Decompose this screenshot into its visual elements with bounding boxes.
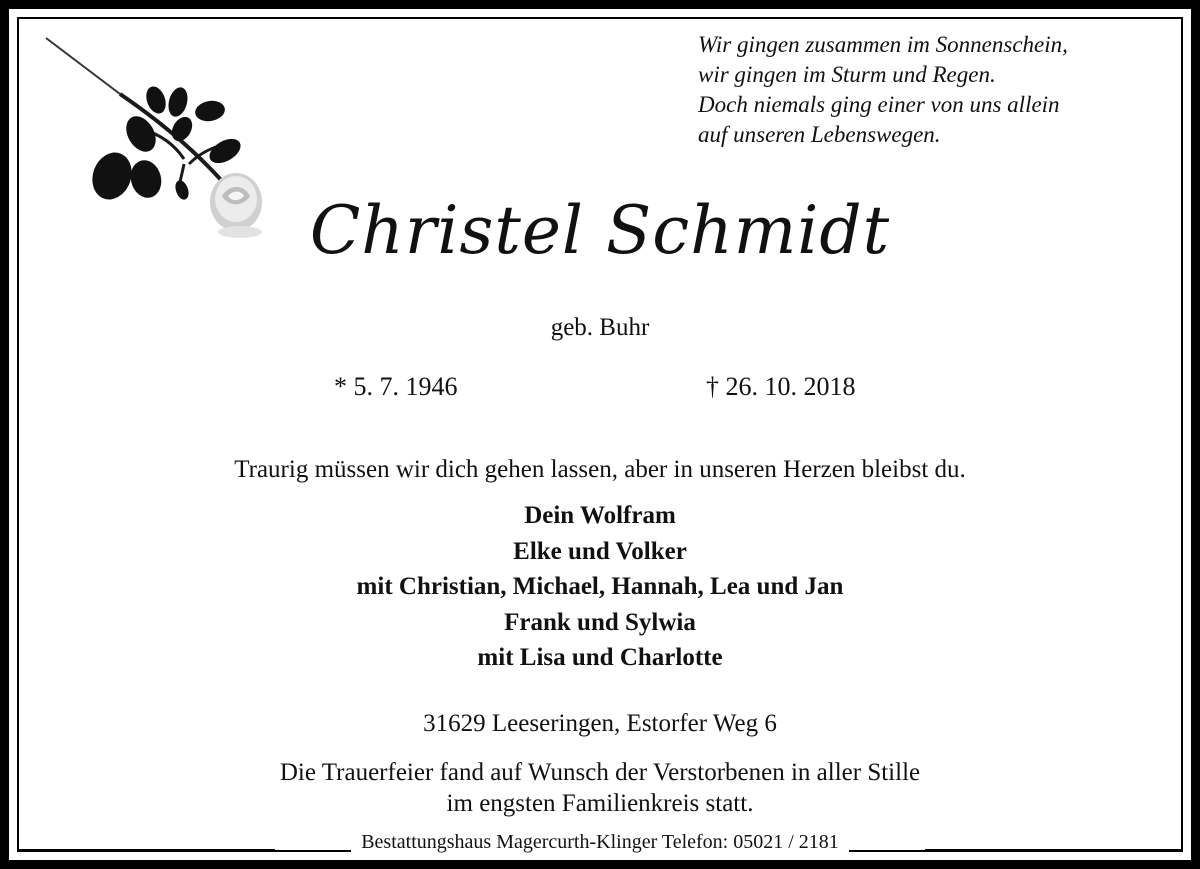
poem <box>698 30 1168 150</box>
mourning-quote: Traurig müssen wir dich gehen lassen, aber in unseren Herzen bleibst du. <box>234 456 966 483</box>
poem-line: auf unseren Lebenswegen. <box>698 122 941 147</box>
footer-text: Bestattungshaus Magercurth-Klinger Telefon: 05021 / 2181 <box>351 831 849 853</box>
poem-line: Wir gingen zusammen im Sonnenschein, <box>698 32 1068 57</box>
service-line: im engsten Familienkreis statt. <box>446 790 754 817</box>
address: 31629 Leeseringen, Estorfer Weg 6 <box>423 710 777 737</box>
funeral-home-footer <box>0 831 1200 854</box>
family-line: Dein Wolfram <box>524 502 676 529</box>
family-line: Elke und Volker <box>513 537 687 565</box>
death-date: † 26. 10. 2018 <box>706 372 856 401</box>
family-line: Frank und Sylwia <box>504 608 696 636</box>
maiden-name: geb. Buhr <box>550 314 650 341</box>
service-line: Die Trauerfeier fand auf Wunsch der Verstorbenen in aller Stille <box>279 759 921 786</box>
deceased-name: Christel Schmidt <box>309 192 891 269</box>
birth-date: * 5. 7. 1946 <box>334 372 458 401</box>
poem-line: Doch niemals ging einer von uns allein <box>698 92 1060 117</box>
family-line: mit Christian, Michael, Hannah, Lea und Jan <box>356 573 844 600</box>
poem-line: wir gingen im Sturm und Regen. <box>698 62 996 87</box>
family-list <box>0 498 1200 676</box>
service-notice <box>0 757 1200 819</box>
family-line: mit Lisa und Charlotte <box>477 644 723 671</box>
